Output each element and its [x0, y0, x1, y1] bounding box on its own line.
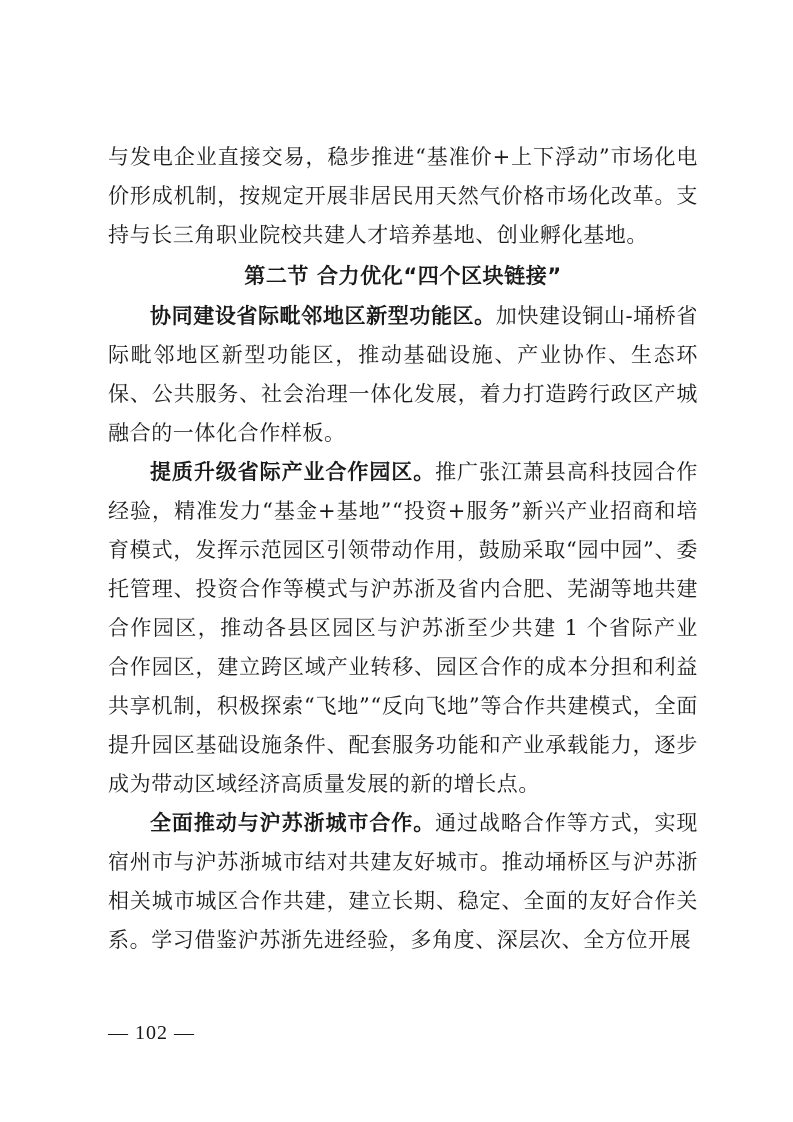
paragraph-functional-zone: [108, 297, 698, 453]
paragraph-text: 通过战略合作等方式，实现宿州市与沪苏浙城市结对共建友好城市。推动埇桥区与沪苏浙相关城市城区合作共建，建立长期、稳定、全面的友好合作关系。学习借鉴沪苏浙先进经验，多角度、深层次、全方位开展: [108, 811, 698, 952]
page-number: — 102 —: [108, 1022, 195, 1044]
paragraph-text: 与发电企业直接交易，稳步推进“基准价+上下浮动”市场化电价形成机制，按规定开展非居民用天然气价格市场化改革。支持与长三角职业院校共建人才培养基地、创业孵化基地。: [108, 145, 698, 247]
paragraph-city-cooperation: [108, 804, 698, 960]
document-body: [108, 138, 698, 960]
paragraph-industrial-park: [108, 453, 698, 804]
paragraph-lead: 全面推动与沪苏浙城市合作。: [150, 811, 436, 835]
paragraph-text: 推广张江萧县高科技园合作经验，精准发力“基金+基地”“投资+服务”新兴产业招商和培育模式，发挥示范园区引领带动作用，鼓励采取“园中园”、委托管理、投资合作等模式与沪苏浙及省内合肥、芜湖等地共建合作园区，推动各县区园区与沪苏浙至少共建 1 个省际产业合作园区，建立跨区域产业转移、园区合作的成本分担和利益共享机制，积极探索“飞地”“反向飞地”等合作共建模式，全面提升园区基础设施条件、配套服务功能和产业承载能力，逐步成为带动区域经济高质量发展的新的增长点。: [108, 460, 698, 796]
paragraph-continuation: [108, 138, 698, 255]
section-heading: 第二节 合力优化“四个区块链接”: [244, 264, 562, 288]
paragraph-lead: 协同建设省际毗邻地区新型功能区。: [150, 304, 496, 328]
paragraph-lead: 提质升级省际产业合作园区。: [150, 460, 436, 484]
paragraph-text: 加快建设铜山-埇桥省际毗邻地区新型功能区，推动基础设施、产业协作、生态环保、公共服务、社会治理一体化发展，着力打造跨行政区产城融合的一体化合作样板。: [108, 304, 698, 445]
